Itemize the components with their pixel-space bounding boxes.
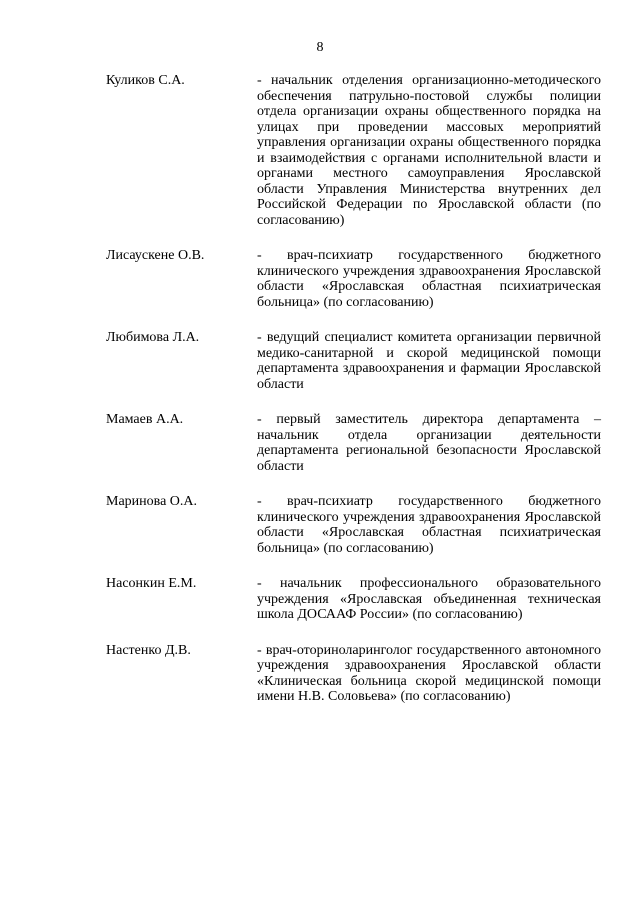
member-position: - врач-психиатр государственного бюджетного клинического учреждения здравоохранения Ярославской области «Ярославская областная психиатрическая больница» (по согласованию) <box>257 248 601 310</box>
member-position: - начальник отделения организационно-методического обеспечения патрульно-постовой службы полиции отдела организации охраны общественного порядка на улицах при проведении массовых мероприятий управления организации охраны общественного порядка и взаимодействия с органами исполнительной власти и органами местного самоуправления Ярославской области Управления Министерства внутренних дел Российской Федерации по Ярославской области (по согласованию) <box>257 73 601 228</box>
member-position: - первый заместитель директора департамента – начальник отдела организации деятельности департамента региональной безопасности Ярославской области <box>257 412 601 474</box>
member-name: Куликов С.А. <box>106 73 185 88</box>
list-item <box>106 576 601 623</box>
list-item <box>106 330 601 392</box>
members-list <box>106 73 601 725</box>
list-item <box>106 412 601 474</box>
page-number: 8 <box>316 40 324 55</box>
member-position: - ведущий специалист комитета организации первичной медико-санитарной и скорой медицинской помощи департамента здравоохранения и фармации Ярославской области <box>257 330 601 392</box>
member-position: - врач-оториноларинголог государственного автономного учреждения здравоохранения Ярославской области «Клиническая больница скорой медицинской помощи имени Н.В. Соловьева» (по согласованию) <box>257 642 601 704</box>
list-item <box>106 494 601 556</box>
member-name: Настенко Д.В. <box>106 642 191 658</box>
member-name: Мамаев А.А. <box>106 412 184 427</box>
member-position: - врач-психиатр государственного бюджетного клинического учреждения здравоохранения Ярославской области «Ярославская областная психиатрическая больница» (по согласованию) <box>257 494 601 556</box>
list-item <box>106 248 601 310</box>
list-item <box>106 73 601 228</box>
member-name: Любимова Л.А. <box>106 330 200 345</box>
list-item <box>106 643 601 705</box>
member-position: - начальник профессионального образовательного учреждения «Ярославская объединенная техническая школа ДОСААФ России» (по согласованию) <box>257 576 601 622</box>
member-name: Лисаускене О.В. <box>106 248 205 263</box>
member-name: Насонкин Е.М. <box>106 576 197 591</box>
member-name: Маринова О.А. <box>106 494 198 509</box>
